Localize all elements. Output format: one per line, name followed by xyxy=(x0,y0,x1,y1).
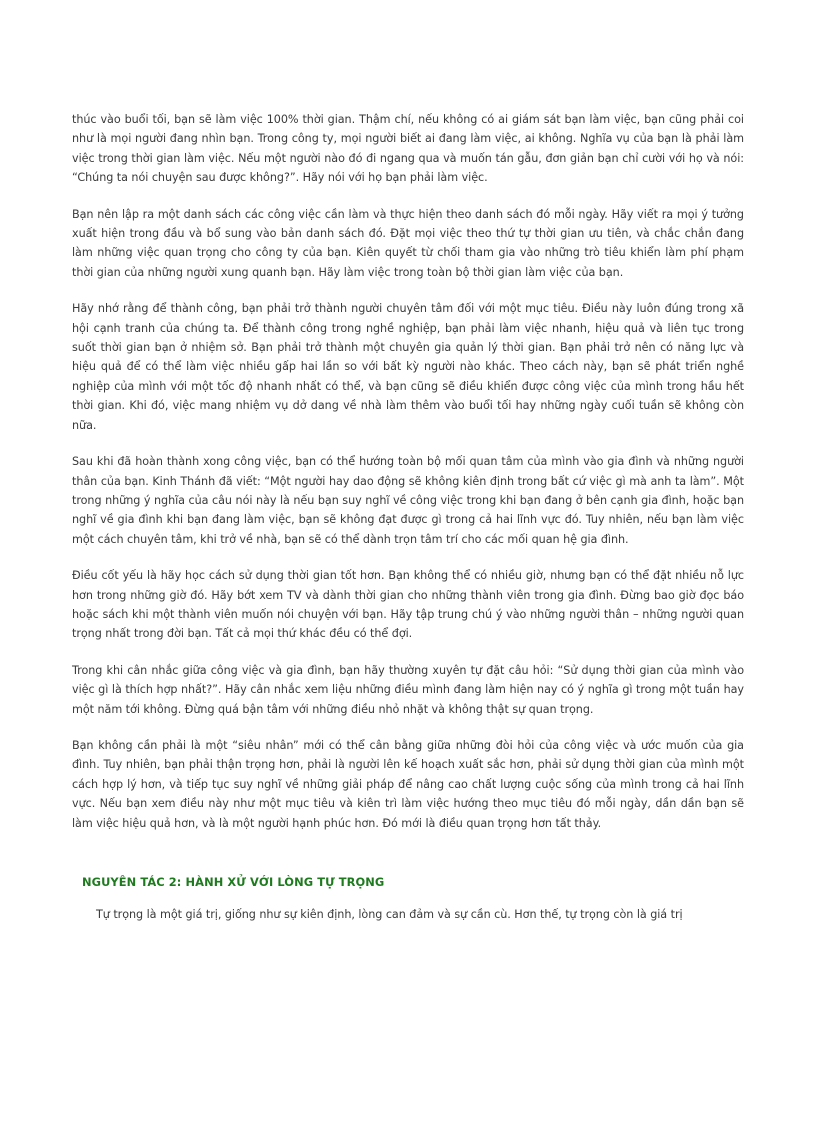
section-heading: NGUYÊN TÁC 2: HÀNH XỬ VỚI LÒNG TỰ TRỌNG xyxy=(82,875,385,889)
paragraph: Bạn nên lập ra một danh sách các công việc cần làm và thực hiện theo danh sách đó mỗi ngày. Hãy viết ra mọi ý tưởng xuất hiện trong đầu và bổ sung vào bản danh sách đó. Đặt mọi việc theo thứ tự thời gian ưu tiên, và chắc chắn đang làm những việc quan trọng cho công ty của bạn. Kiên quyết từ chối tham gia vào những trò tiêu khiển làm phí phạm thời gian của những người xung quanh bạn. Hãy làm việc trong toàn bộ thời gian làm việc của bạn. xyxy=(72,207,744,279)
paragraph: Trong khi cân nhắc giữa công việc và gia đình, bạn hãy thường xuyên tự đặt câu hỏi: “Sử dụng thời gian của mình vào việc gì là thích hợp nhất?”. Hãy cân nhắc xem liệu những điều mình đang làm hiện nay có ý nghĩa gì trong một tuần hay một năm tới không. Đừng quá bận tâm với những điều nhỏ nhặt và không thật sự quan trọng. xyxy=(72,663,744,716)
paragraph: thúc vào buổi tối, bạn sẽ làm việc 100% thời gian. Thậm chí, nếu không có ai giám sát bạn làm việc, bạn cũng phải coi như là mọi người đang nhìn bạn. Trong công ty, mọi người biết ai đang làm việc, ai không. Nghĩa vụ của bạn là phải làm việc trong thời gian làm việc. Nếu một người nào đó đi ngang qua và muốn tán gẫu, đơn giản bạn chỉ cười với họ và nói: “Chúng ta nói chuyện sau được không?”. Hãy nói với họ bạn phải làm việc. xyxy=(72,113,744,185)
paragraph: Bạn không cần phải là một “siêu nhân” mới có thể cân bằng giữa những đòi hỏi của công việc và ước muốn của gia đình. Tuy nhiên, bạn phải thận trọng hơn, phải là người lên kế hoạch xuất sắc hơn, phải sử dụng thời gian của mình một cách hợp lý hơn, và tiếp tục suy nghĩ về những giải pháp để nâng cao chất lượng cuộc sống của mình trong cả hai lĩnh vực. Nếu bạn xem điều này như một mục tiêu và kiên trì làm việc hướng theo mục tiêu đó mỗi ngày, dần dần bạn sẽ làm việc hiệu quả hơn, và là một người hạnh phúc hơn. Đó mới là điều quan trọng hơn tất thảy. xyxy=(72,738,744,830)
section-paragraph: Tự trọng là một giá trị, giống như sự kiên định, lòng can đảm và sự cần cù. Hơn thế, tự trọng còn là giá trị xyxy=(96,908,683,921)
paragraph: Hãy nhớ rằng để thành công, bạn phải trở thành người chuyên tâm đối với một mục tiêu. Điều này luôn đúng trong xã hội cạnh tranh của chúng ta. Để thành công trong nghề nghiệp, bạn phải làm việc nhanh, hiệu quả và liên tục trong suốt thời gian bạn ở nhiệm sở. Bạn phải trở thành một chuyên gia quản lý thời gian. Bạn phải trở nên có năng lực và hiệu quả để có thể làm việc nhiều gấp hai lần so với bất kỳ người nào khác. Theo cách này, bạn sẽ phát triển nghề nghiệp của mình với một tốc độ nhanh nhất có thể, và bạn cũng sẽ điều khiển được công việc của mình trong hầu hết thời gian. Khi đó, việc mang nhiệm vụ dở dang về nhà làm thêm vào buổi tối hay những ngày cuối tuần sẽ không còn nữa. xyxy=(72,302,744,432)
paragraph: Điều cốt yếu là hãy học cách sử dụng thời gian tốt hơn. Bạn không thể có nhiều giờ, nhưng bạn có thể đặt nhiều nỗ lực hơn trong những giờ đó. Hãy bớt xem TV và dành thời gian cho những thành viên trong gia đình. Đừng bao giờ đọc báo hoặc sách khi một thành viên muốn nói chuyện với bạn. Hãy tập trung chú ý vào những người thân – những người quan trọng nhất trong đời bạn. Tất cả mọi thứ khác đều có thể đợi. xyxy=(72,569,744,641)
paragraph: Sau khi đã hoàn thành xong công việc, bạn có thể hướng toàn bộ mối quan tâm của mình vào gia đình và những người thân của bạn. Kinh Thánh đã viết: “Một người hay dao động sẽ không kiên định trong bất cứ việc gì mà anh ta làm”. Một trong những ý nghĩa của câu nói này là nếu bạn suy nghĩ về công việc trong khi bạn đang ở bên cạnh gia đình, hoặc bạn nghĩ về gia đình khi bạn đang làm việc, bạn sẽ không đạt được gì trong cả hai lĩnh vực đó. Tuy nhiên, nếu bạn làm việc một cách chuyên tâm, khi trở về nhà, bạn sẽ có thể dành trọn tâm trí cho các mối quan hệ gia đình. xyxy=(72,455,744,546)
